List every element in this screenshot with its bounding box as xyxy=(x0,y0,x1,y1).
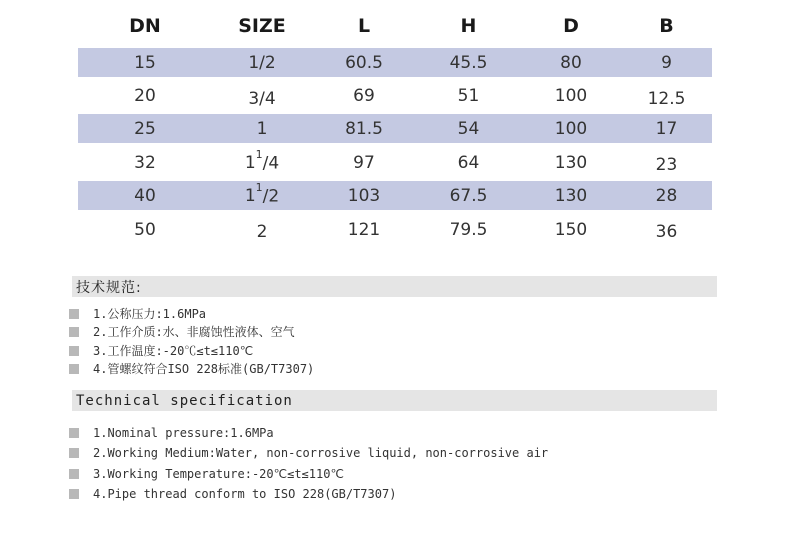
size-whole: 1 xyxy=(244,185,256,206)
cell-dn: 40 xyxy=(134,185,156,206)
cell-b: 12.5 xyxy=(647,88,686,109)
cell-h: 51 xyxy=(457,85,480,106)
spec-en-item xyxy=(69,446,548,460)
cell-h: 67.5 xyxy=(449,185,488,206)
spec-en-item xyxy=(69,426,274,440)
table-row xyxy=(78,114,712,143)
table-row xyxy=(78,81,712,110)
cell-l: 81.5 xyxy=(345,118,383,139)
bullet-square-icon xyxy=(69,309,79,319)
size-fraction: $^1$/4 xyxy=(255,147,280,174)
cell-dn: 25 xyxy=(134,118,156,139)
cell-d: 100 xyxy=(554,118,588,139)
bullet-square-icon xyxy=(69,364,79,374)
spec-en-text: 4.Pipe thread conform to ISO 228(GB/T7307) xyxy=(93,487,397,501)
bullet-square-icon xyxy=(69,428,79,438)
table-header xyxy=(78,10,712,42)
bullet-square-icon xyxy=(69,469,79,479)
cell-l: 60.5 xyxy=(345,52,383,73)
cell-size: 1/2 xyxy=(248,52,276,73)
cell-d: 130 xyxy=(554,152,588,173)
cell-size xyxy=(212,181,312,210)
bullet-square-icon xyxy=(69,327,79,337)
spec-cn-text: 4.管螺纹符合ISO 228标准(GB/T7307) xyxy=(93,362,315,376)
spec-cn-text: 2.工作介质:水、非腐蚀性液体、空气 xyxy=(93,325,295,339)
cell-size: 1 xyxy=(256,118,268,139)
bullet-square-icon xyxy=(69,448,79,458)
spec-cn-item xyxy=(69,360,314,377)
cell-dn: 15 xyxy=(134,52,156,73)
header-h: H xyxy=(460,15,477,37)
cell-h: 45.5 xyxy=(449,52,488,73)
cell-h: 54 xyxy=(457,118,480,139)
table-row xyxy=(78,48,712,77)
cell-d: 100 xyxy=(554,85,588,106)
spec-cn-title: 技术规范: xyxy=(72,276,717,297)
spec-cn-text: 3.工作温度:-20℃≤t≤110℃ xyxy=(93,344,254,358)
spec-cn-item xyxy=(69,305,206,322)
spec-cn-text: 1.公称压力:1.6MPa xyxy=(93,307,207,321)
cell-d: 150 xyxy=(554,219,588,240)
header-size: SIZE xyxy=(238,15,286,37)
cell-dn: 50 xyxy=(134,219,156,240)
cell-size: 2 xyxy=(256,221,268,242)
cell-size xyxy=(212,148,312,177)
cell-l: 97 xyxy=(353,152,375,173)
header-d: D xyxy=(563,15,579,37)
cell-h: 79.5 xyxy=(449,219,488,240)
cell-h: 64 xyxy=(457,152,480,173)
table-row xyxy=(78,148,712,177)
spec-en-item xyxy=(69,487,396,501)
size-fraction: $^1$/2 xyxy=(255,180,280,207)
table-row xyxy=(78,215,712,244)
bullet-square-icon xyxy=(69,346,79,356)
cell-b: 36 xyxy=(655,221,678,242)
spec-en-text: 3.Working Temperature:-20℃≤t≤110℃ xyxy=(93,467,344,481)
cell-l: 103 xyxy=(347,185,381,206)
cell-d: 130 xyxy=(554,185,588,206)
cell-l: 121 xyxy=(347,219,381,240)
spec-en-item xyxy=(69,467,344,481)
spec-en-title: Technical specification xyxy=(72,390,717,411)
cell-b: 9 xyxy=(661,52,672,73)
cell-b: 28 xyxy=(655,185,678,206)
spec-cn-item xyxy=(69,323,295,340)
cell-dn: 20 xyxy=(134,85,156,106)
cell-size: 3/4 xyxy=(248,88,276,109)
table-row xyxy=(78,181,712,210)
header-b: B xyxy=(659,15,674,37)
spec-cn-item xyxy=(69,342,253,359)
cell-b: 17 xyxy=(655,118,678,139)
spec-en-text: 1.Nominal pressure:1.6MPa xyxy=(93,426,274,440)
header-l: L xyxy=(357,15,371,37)
size-whole: 1 xyxy=(244,152,256,173)
cell-d: 80 xyxy=(560,52,582,73)
cell-b: 23 xyxy=(655,154,678,175)
spec-en-text: 2.Working Medium:Water, non-corrosive liquid, non-corrosive air xyxy=(93,446,549,460)
cell-l: 69 xyxy=(353,85,375,106)
bullet-square-icon xyxy=(69,489,79,499)
cell-dn: 32 xyxy=(134,152,156,173)
header-dn: DN xyxy=(129,15,161,37)
